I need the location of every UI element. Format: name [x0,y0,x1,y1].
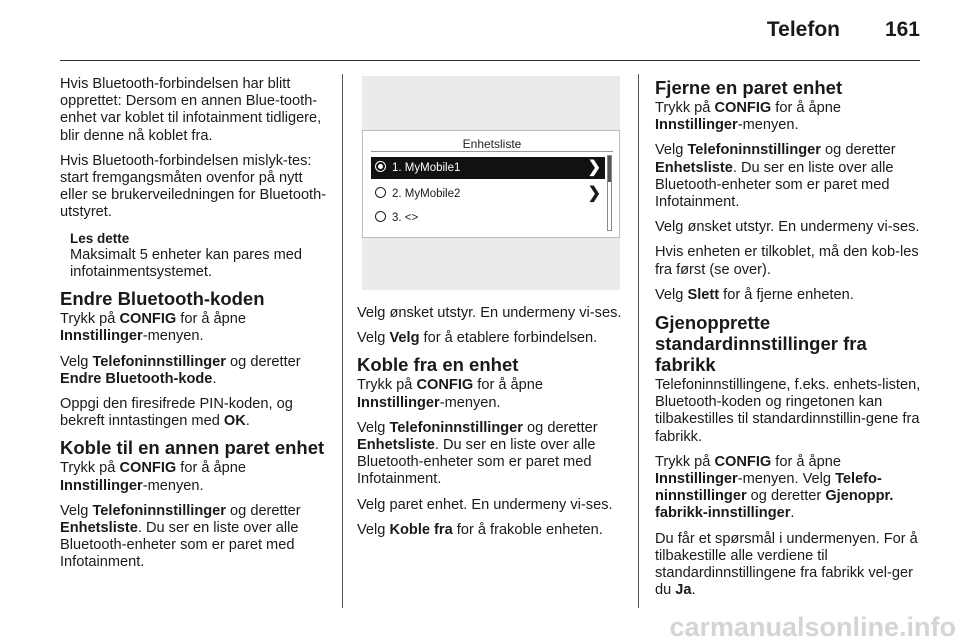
paragraph: Velg Telefoninnstillinger og deretter Endre Bluetooth-kode. [60,353,301,387]
scrollbar-thumb[interactable] [608,156,611,182]
section-heading: Koble til en annen paret enhet [60,437,325,459]
scrollbar[interactable] [607,155,612,231]
paragraph: Velg Slett for å fjerne enheten. [655,286,854,303]
paragraph: Trykk på CONFIG for å åpne Innstillinger-menyen. [357,377,544,411]
note-text: Maksimalt 5 enheter kan pares med infotainmentsystemet. [70,246,302,281]
paragraph: Trykk på CONFIG for å åpne Innstillinger-menyen. [60,460,247,494]
paragraph: Velg ønsket utstyr. En undermeny vi-ses. [357,305,622,321]
paragraph: Du får et spørsmål i undermenyen. For å tilbakestille alle verdiene til standardinnstillingene fra fabrikk vel-ger du Ja. [655,530,918,599]
note-box [60,230,328,282]
infotainment-screen [362,130,620,238]
paragraph: Hvis Bluetooth-forbindelsen mislyk-tes: start fremgangsmåten ovenfor på nytt eller se brukerveiledningen for Bluetooth-utstyret. [60,152,327,221]
device-list-figure [362,76,620,290]
paragraph: Velg Velg for å etablere forbindelsen. [357,330,598,347]
paragraph: Velg Telefoninnstillinger og deretter Enhetsliste. Du ser en liste over alle Bluetooth-enheter som er paret med Infotainment. [655,142,896,211]
device-list-item[interactable]: 1. MyMobile1 ❯ [371,157,605,179]
paragraph: Telefoninnstillingene, f.eks. enhets-listen, Bluetooth-koden og ringetonen kan tilbakestilles til standardinnstillin-gene fra fabrikk. [655,377,921,445]
chevron-right-icon: ❯ [587,185,601,202]
column-2 [357,305,625,547]
page-title: Telefon [766,18,840,41]
paragraph: Hvis Bluetooth-forbindelsen har blitt opprettet: Dersom en annen Blue-tooth-enhet var koblet til infotainment tidligere, blir denne nå koblet fra. [60,76,322,144]
paragraph: Velg ønsket utstyr. En undermeny vi-ses. [655,219,920,236]
note-title: Les dette [70,230,130,246]
paragraph: Trykk på CONFIG for å åpne Innstillinger-menyen. [60,311,247,345]
header-rule [60,60,920,61]
watermark: carmanualsonline.info [669,612,956,642]
device-list-item[interactable]: 2. MyMobile2 ❯ [371,183,605,205]
paragraph: Velg paret enhet. En undermeny vi-ses. [357,496,613,513]
paragraph: Velg Telefoninnstillinger og deretter Enhetsliste. Du ser en liste over alle Bluetooth-enheter som er paret med Infotainment. [357,419,598,488]
radio-selected-icon [375,161,386,172]
paragraph: Hvis enheten er tilkoblet, må den kob-les fra først (se over). [655,244,919,278]
title-divider [371,151,613,152]
column-1 [60,76,328,580]
column-3 [655,76,921,607]
paragraph: Trykk på CONFIG for å åpne Innstillinger-menyen. [655,100,842,134]
screen-title: Enhetsliste [462,137,522,151]
section-heading: Endre Bluetooth-koden [60,288,265,310]
device-list-item[interactable]: 3. <> [371,207,605,229]
section-heading: Koble fra en enhet [357,354,519,376]
page-header [0,0,960,60]
paragraph: Velg Koble fra for å frakoble enheten. [357,521,603,538]
radio-icon [375,187,386,198]
column-divider-2 [638,74,639,608]
column-divider-1 [342,74,343,608]
section-heading: Gjenopprette standardinnstillinger fra fabrikk [655,312,867,376]
paragraph: Trykk på CONFIG for å åpne Innstillinger-menyen. Velg Telefo-ninnstillinger og deretter Gjenoppr. fabrikk-innstillinger. [655,453,894,522]
footer [0,612,960,642]
paragraph: Velg Telefoninnstillinger og deretter Enhetsliste. Du ser en liste over alle Bluetooth-enheter som er paret med Infotainment. [60,502,301,571]
paragraph: Oppgi den firesifrede PIN-koden, og bekreft inntastingen med OK. [60,396,293,430]
radio-icon [375,211,386,222]
page-number: 161 [884,18,920,41]
chevron-right-icon: ❯ [587,159,601,176]
section-heading: Fjerne en paret enhet [655,77,843,98]
